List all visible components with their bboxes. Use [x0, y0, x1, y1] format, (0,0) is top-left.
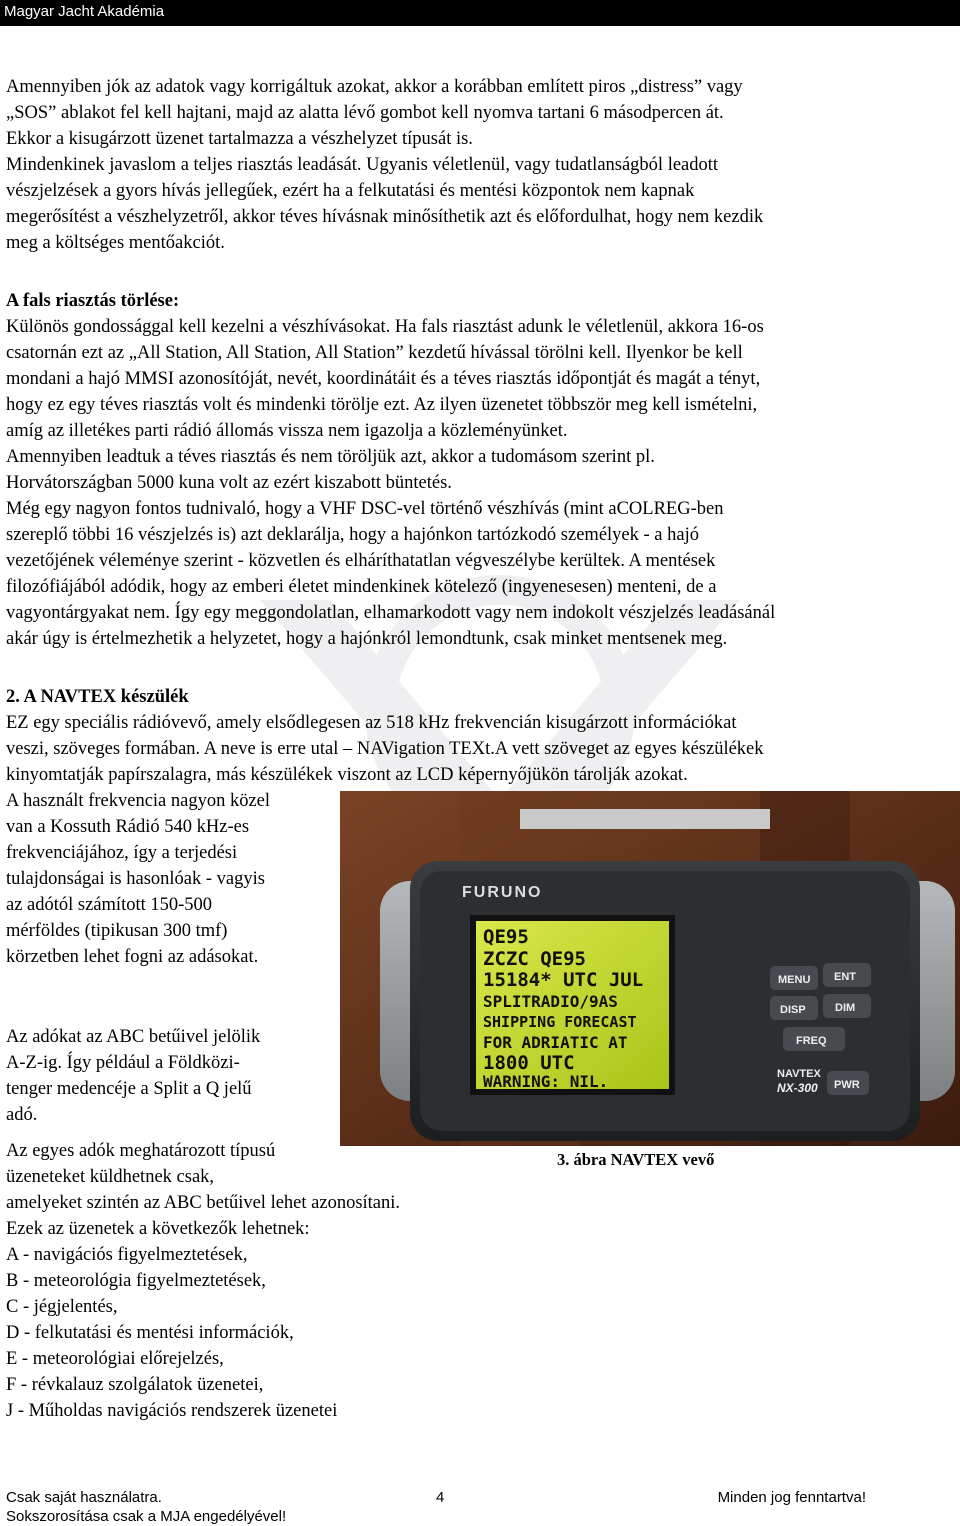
- pwr-button-label: PWR: [834, 1079, 860, 1091]
- figure-caption: 3. ábra NAVTEX vevő: [557, 1150, 715, 1169]
- text-line: vészjelzések a gyors hívás jellegűek, ezért ha a felkutatási és mentési központok nem kapnak: [6, 181, 695, 201]
- device-model-name: NAVTEX: [777, 1068, 821, 1080]
- text-line: Különös gondossággal kell kezelni a vészhívásokat. Ha fals riasztást adunk le véletlenül, akkora 16-os: [6, 317, 764, 337]
- text-line: amelyeket szintén az ABC betűivel lehet azonosítani.: [6, 1193, 401, 1213]
- text-line: üzeneteket küldhetnek csak,: [6, 1167, 215, 1187]
- text-line: akár úgy is értelmezhetik a helyzetet, hogy a hajónkról lemondtunk, csak minket mentsenek meg.: [6, 629, 728, 649]
- text-line: A-Z-ig. Így például a Földközi-: [6, 1053, 240, 1073]
- freq-button[interactable]: [783, 1027, 845, 1051]
- lcd-line: SPLITRADIO/9AS: [483, 992, 618, 1011]
- text-line: tenger medencéje a Split a Q jelű: [6, 1079, 252, 1099]
- text-line: veszi, szöveges formában. A neve is erre utal – NAVigation TEXt.A vett szöveget az egyes készülékek: [6, 739, 764, 759]
- text-line: adó.: [6, 1105, 38, 1125]
- section-navtex: [6, 684, 956, 788]
- text-line: mérföldes (tipikusan 300 tmf): [6, 921, 228, 941]
- menu-button-label: MENU: [778, 974, 811, 986]
- text-line: mondani a hajó MMSI azonosítóját, nevét, koordinátáit és a téves riasztás időpontját és magát a tényt,: [6, 369, 761, 389]
- list-item: D - felkutatási és mentési információk,: [6, 1323, 294, 1343]
- freq-button-label: FREQ: [796, 1035, 827, 1047]
- text-line: Az egyes adók meghatározott típusú: [6, 1141, 276, 1161]
- navtex-message-types: [6, 1138, 956, 1424]
- footer-copy-note: Sokszorosítása csak a MJA engedélyével!: [6, 1508, 287, 1525]
- ent-button[interactable]: [823, 963, 871, 987]
- lcd-line: SHIPPING FORECAST: [483, 1013, 637, 1031]
- text-line: Még egy nagyon fontos tudnivaló, hogy a VHF DSC-vel történő vészhívás (mint aCOLREG-ben: [6, 499, 724, 519]
- text-line: „SOS” ablakot fel kell hajtani, majd az alatta lévő gombot kell nyomva tartani 6 másodpercen át.: [6, 103, 724, 123]
- text-line: Ekkor a kisugárzott üzenet tartalmazza a vészhelyzet típusát is.: [6, 129, 473, 149]
- disp-button[interactable]: [770, 996, 818, 1020]
- section-heading: 2. A NAVTEX készülék: [6, 687, 189, 707]
- lcd-line: 15184* UTC JUL: [483, 969, 644, 991]
- dim-button-label: DIM: [835, 1002, 856, 1014]
- list-item: B - meteorológia figyelmeztetések,: [6, 1271, 266, 1291]
- text-line: kinyomtatják papírszalagra, más készülékek viszont az LCD képernyőjükön tárolják azokat.: [6, 765, 688, 785]
- lcd-line: FOR ADRIATIC AT: [483, 1033, 628, 1052]
- device-model-number: NX-300: [777, 1081, 818, 1095]
- text-line: megerősítést a vészhelyzetről, akkor téves hívásnak minősíthetik azt és előfordulhat, hogy nem kezdik: [6, 207, 764, 227]
- text-line: frekvenciájához, így a terjedési: [6, 843, 238, 863]
- device-brand: FURUNO: [462, 884, 543, 901]
- text-line: Ezek az üzenetek a következők lehetnek:: [6, 1219, 310, 1239]
- list-item: A - navigációs figyelmeztetések,: [6, 1245, 248, 1265]
- text-line: szereplő többi 16 vészjelzés is) azt deklarálja, hogy a hajónkon tartózkodó személyek - a hajó: [6, 525, 699, 545]
- text-line: Mindenkinek javaslom a teljes riasztás leadását. Ugyanis véletlenül, vagy tudatlanságból leadott: [6, 155, 719, 175]
- navtex-device-photo: [340, 791, 960, 1146]
- text-line: amíg az illetékes parti rádió állomás vissza nem igazolja a közleményünket.: [6, 421, 568, 441]
- lcd-line: WARNING: NIL.: [483, 1072, 609, 1091]
- text-line: A használt frekvencia nagyon közel: [6, 791, 271, 811]
- text-line: meg a költséges mentőakciót.: [6, 233, 225, 253]
- section-false-alarm: [6, 288, 956, 652]
- lcd-line: ZCZC QE95: [483, 948, 586, 970]
- list-item: F - révkalauz szolgálatok üzenetei,: [6, 1375, 264, 1395]
- pwr-button[interactable]: [827, 1071, 869, 1095]
- text-line: körzetben lehet fogni az adásokat.: [6, 947, 259, 967]
- list-item: C - jégjelentés,: [6, 1297, 118, 1317]
- footer-usage-note: Csak saját használatra.: [6, 1489, 162, 1506]
- dim-button[interactable]: [823, 994, 871, 1018]
- text-line: tulajdonságai is hasonlóak - vagyis: [6, 869, 265, 889]
- text-line: Amennyiben leadtuk a téves riasztás és nem töröljük azt, akkor a tudomásom szerint pl.: [6, 447, 655, 467]
- lcd-line: QE95: [483, 926, 529, 948]
- text-line: az adótól számított 150-500: [6, 895, 213, 915]
- text-line: Az adókat az ABC betűivel jelölik: [6, 1027, 261, 1047]
- page-number: 4: [436, 1489, 445, 1506]
- section-distress: [6, 74, 956, 256]
- text-line: Amennyiben jók az adatok vagy korrigáltuk azokat, akkor a korábban említett piros „distress” vagy: [6, 77, 743, 97]
- lcd-line: 1800 UTC: [483, 1052, 575, 1074]
- text-line: csatornán ezt az „All Station, All Station, All Station” kezdetű hívással törölni kell. Ilyenkor be kell: [6, 343, 743, 363]
- text-line: vezetőjének véleménye szerint - közvetlen és elháríthatatlan végveszélybe kerültek. A mentések: [6, 551, 716, 571]
- header-title: Magyar Jacht Akadémia: [4, 3, 165, 20]
- menu-button[interactable]: [770, 966, 818, 990]
- disp-button-label: DISP: [780, 1004, 806, 1016]
- section-heading: A fals riasztás törlése:: [6, 291, 180, 311]
- page-footer: [6, 1488, 956, 1526]
- text-line: van a Kossuth Rádió 540 kHz-es: [6, 817, 250, 837]
- text-line: hogy ez egy téves riasztás volt és mindenki törölje ezt. Az ilyen üzenetet többször meg kell ismételni,: [6, 395, 758, 415]
- list-item: E - meteorológiai előrejelzés,: [6, 1349, 224, 1369]
- footer-rights: Minden jog fenntartva!: [717, 1489, 866, 1506]
- navtex-device-illustration: [340, 791, 960, 1146]
- text-line: filozófiájából adódik, hogy az emberi életet mindenkinek kötelező (ingyenesesen) menteni, de a: [6, 577, 717, 597]
- text-line: vagyontárgyakat nem. Így egy meggondolatlan, elhamarkodott vagy nem indokolt vészjelzés leadásánál: [6, 603, 776, 623]
- text-line: EZ egy speciális rádióvevő, amely elsődlegesen az 518 kHz frekvencián kisugárzott információkat: [6, 713, 737, 733]
- text-line: Horvátországban 5000 kuna volt az ezért kiszabott büntetés.: [6, 473, 452, 493]
- ent-button-label: ENT: [834, 971, 856, 983]
- page-header: [0, 0, 960, 26]
- list-item: J - Műholdas navigációs rendszerek üzenetei: [6, 1401, 338, 1421]
